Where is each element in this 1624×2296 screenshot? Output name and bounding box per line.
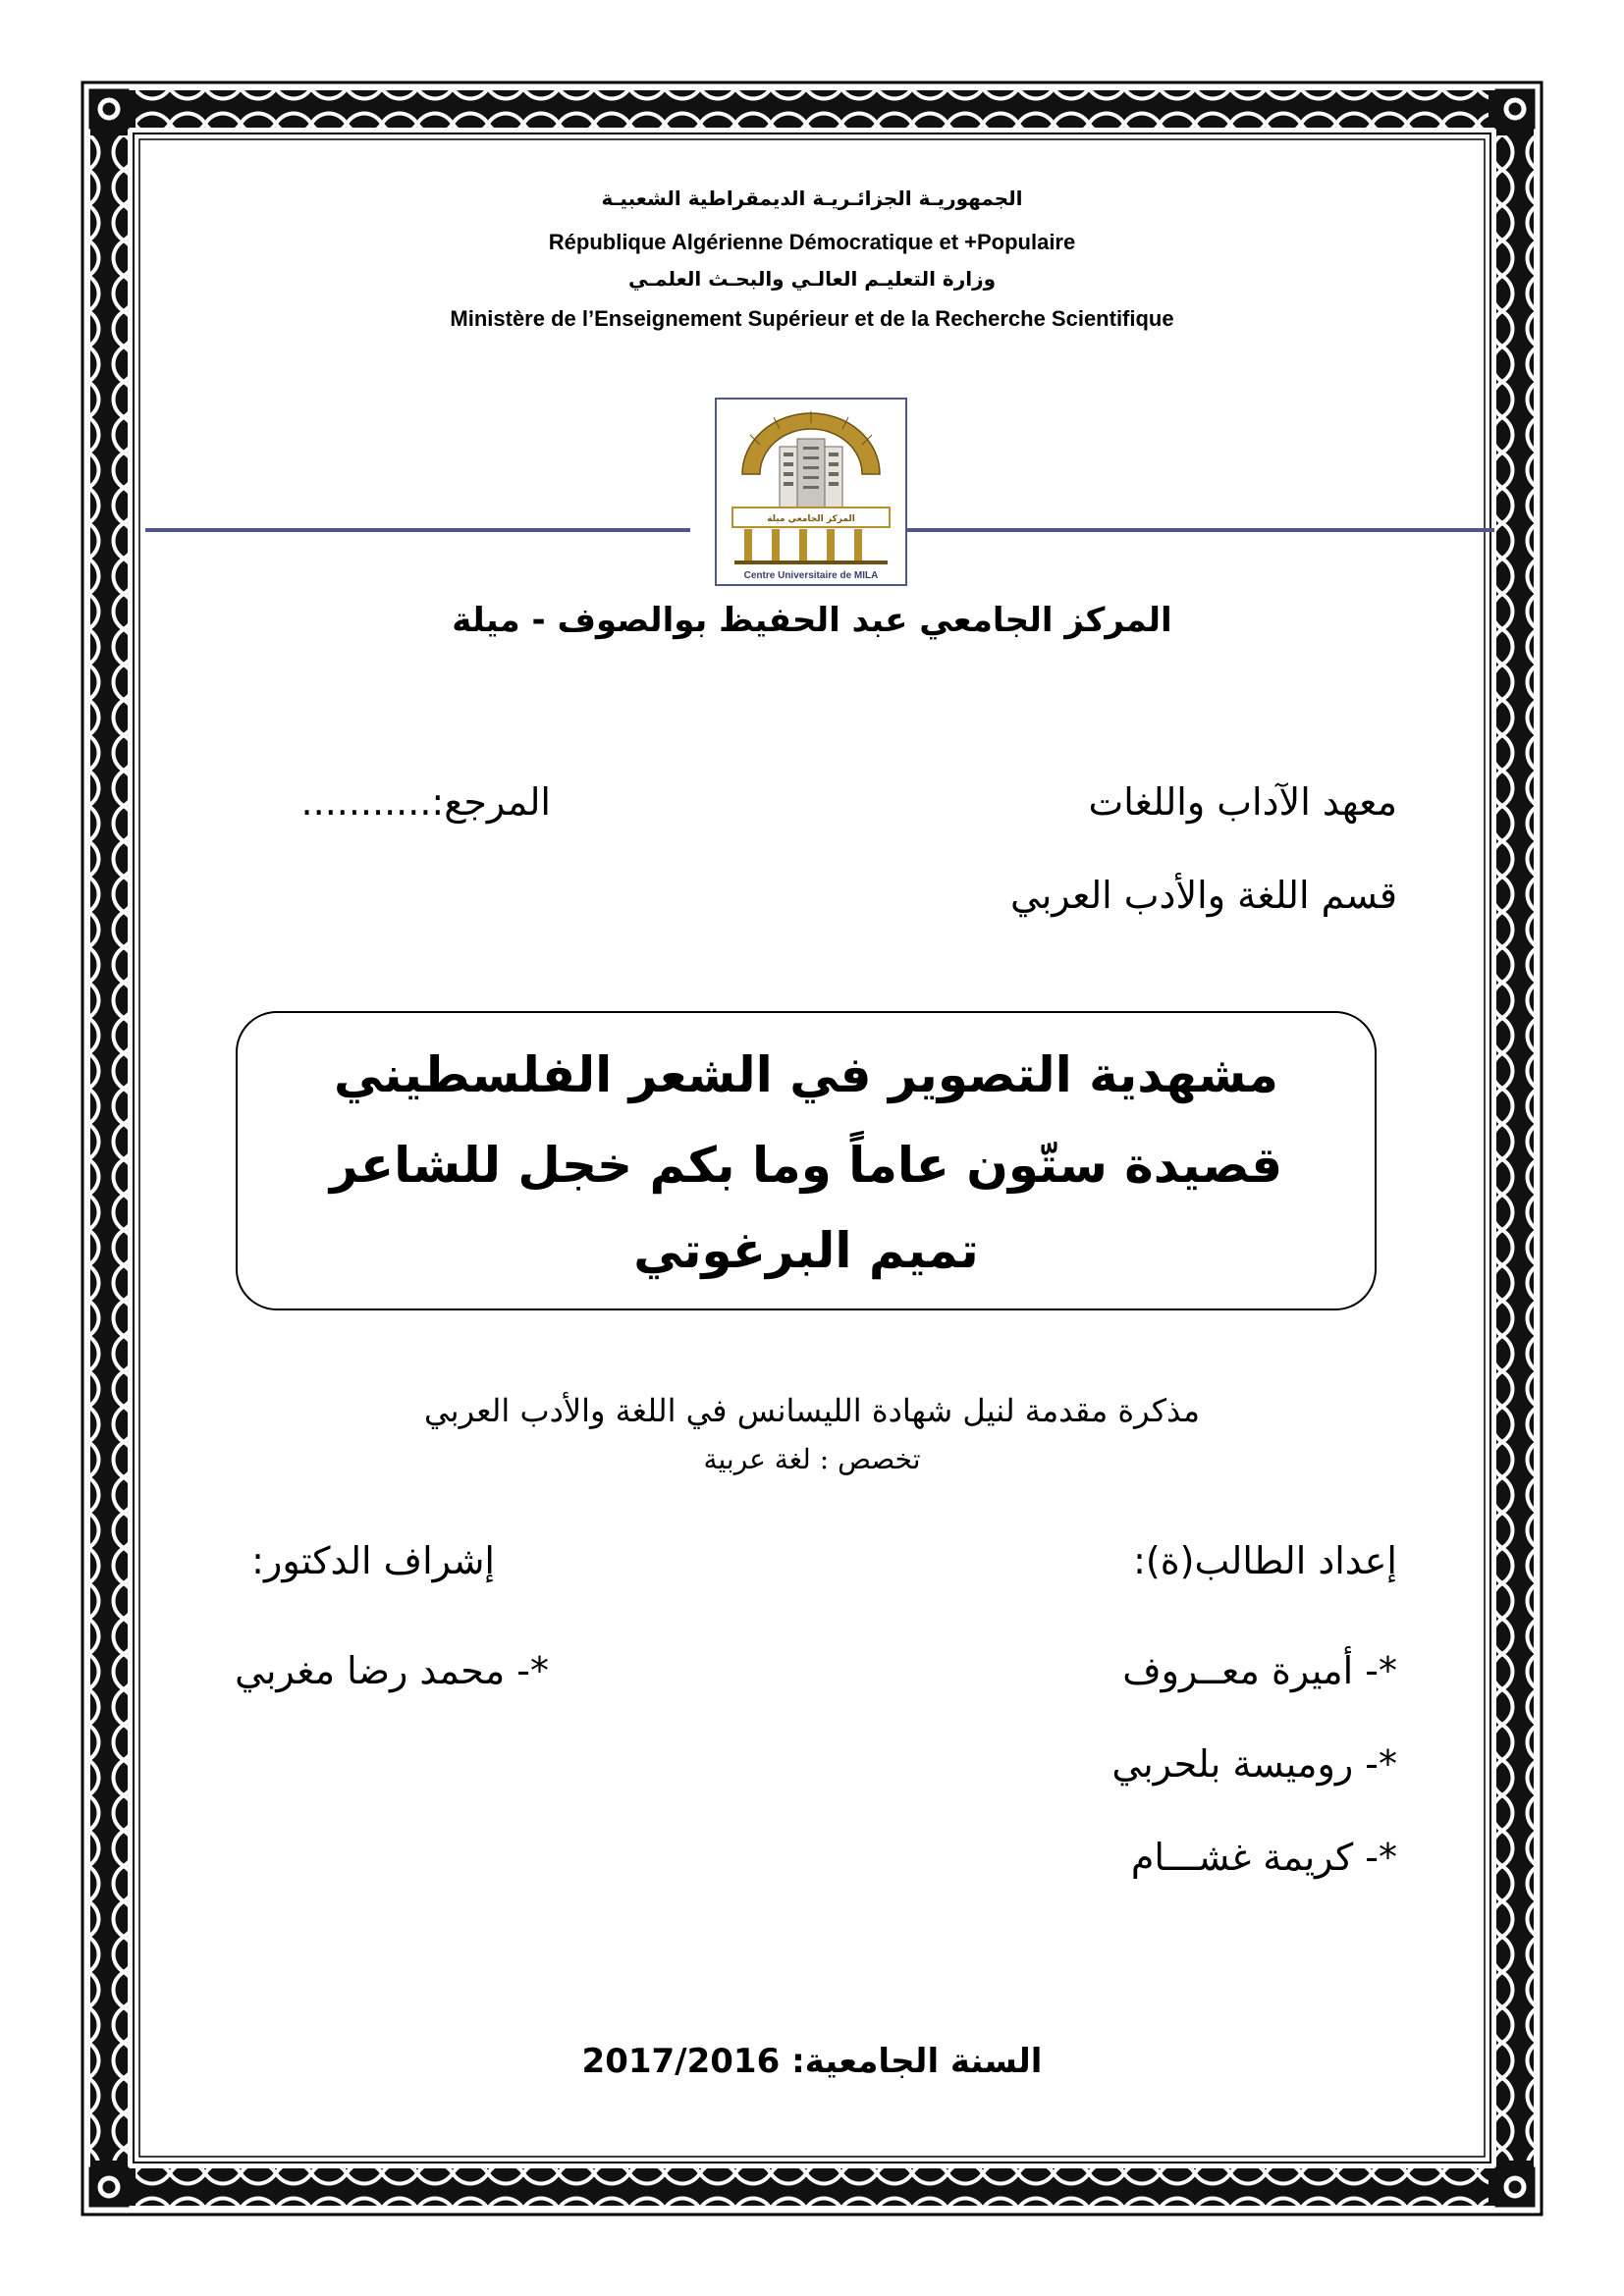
student-name-1: *- أميرة معــروف xyxy=(1122,1649,1397,1692)
memo-description: مذكرة مقدمة لنيل شهادة الليسانس في اللغة والأدب العربي xyxy=(424,1392,1200,1429)
logo-banner-text: المركز الجامعي ميلة xyxy=(767,514,855,524)
rule-right xyxy=(900,528,1494,532)
ministry-name-ar: وزارة التعليـم العالـي والبحـث العلمـي xyxy=(627,267,997,291)
ministry-name-fr: Ministère de l’Enseignement Supérieur et de la Recherche Scientifique xyxy=(450,306,1174,331)
supervisor-name: *- محمد رضا مغربي xyxy=(235,1649,549,1692)
rule-left xyxy=(145,528,690,532)
students-heading: إعداد الطالب(ة): xyxy=(1133,1539,1397,1582)
student-name-2: *- روميسة بلحربي xyxy=(1111,1742,1397,1786)
reference-label: المرجع:........... xyxy=(300,780,551,824)
supervisor-heading: إشراف الدكتور: xyxy=(251,1539,495,1582)
thesis-title-line-1: مشهدية التصوير في الشعر الفلسطيني xyxy=(333,1046,1278,1103)
logo-caption: Centre Universitaire de MILA xyxy=(743,570,879,581)
academic-year: السنة الجامعية: 2017/2016 xyxy=(581,2042,1043,2081)
institute-name: معهد الآداب واللغات xyxy=(1088,780,1397,824)
republic-name-fr: République Algérienne Démocratique et +Populaire xyxy=(548,230,1076,254)
department-name: قسم اللغة والأدب العربي xyxy=(1010,874,1397,917)
university-logo xyxy=(715,398,907,586)
university-name: المركز الجامعي عبد الحفيظ بوالصوف - ميلة xyxy=(452,601,1172,640)
thesis-title-line-3: تميم البرغوتي xyxy=(633,1222,979,1279)
memo-specialization: تخصص : لغة عربية xyxy=(703,1443,921,1475)
republic-name-ar: الجمهوريـة الجزائـريـة الديمقراطية الشعبيـة xyxy=(601,187,1023,210)
student-name-3: *- كريمة غشـــام xyxy=(1130,1836,1397,1879)
thesis-title-line-2: قصيدة ستّون عاماً وما بكم خجل للشاعر xyxy=(329,1137,1283,1194)
